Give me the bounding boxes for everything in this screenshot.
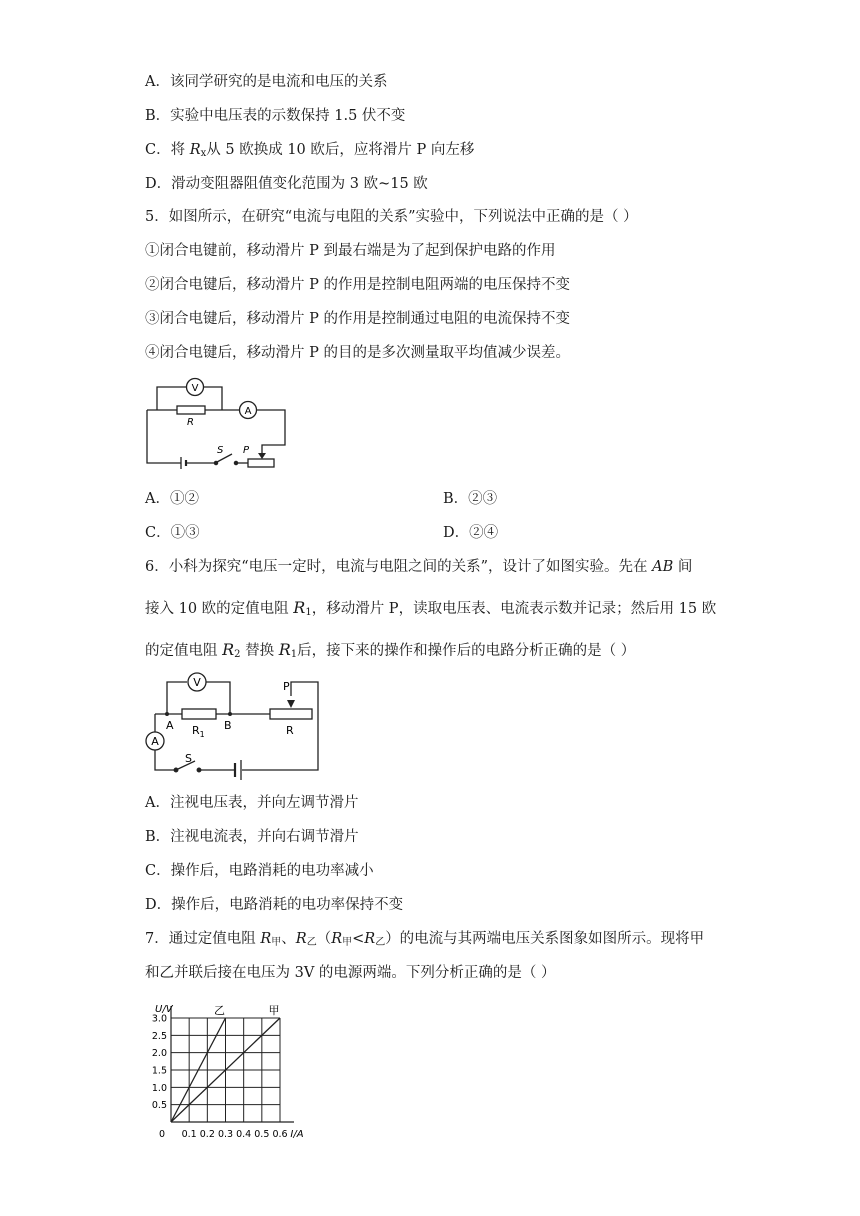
q7-l1-sub4: 乙 bbox=[375, 937, 386, 948]
q5-resistor-label: R bbox=[187, 417, 194, 428]
q6-option-b: B．注视电流表，并向右调节滑片 bbox=[145, 829, 359, 845]
chart-y-tick-label: 3.0 bbox=[151, 1013, 167, 1025]
q6-stem-line-1 bbox=[145, 557, 692, 577]
chart-y-tick-label: 0.5 bbox=[151, 1100, 167, 1112]
q7-l1-r2: R bbox=[295, 931, 307, 947]
q5-circuit-diagram bbox=[140, 375, 300, 475]
q7-l1-post: ）的电流与其两端电压关系图象如图所示。现将甲 bbox=[385, 931, 705, 947]
q5-option-c: C．①③ bbox=[145, 525, 200, 541]
q6-l2-pre: 接入 10 欧的定值电阻 bbox=[145, 601, 294, 617]
q6-l3-sub1: 1 bbox=[290, 649, 298, 660]
chart-y-axis-label: U/V bbox=[155, 1004, 173, 1015]
chart-x-tick-label: 0.6 bbox=[272, 1129, 288, 1140]
chart-x-axis-label: I/A bbox=[290, 1129, 304, 1140]
q6-slider-label: P bbox=[283, 680, 290, 693]
q5-ammeter-label: A bbox=[244, 406, 252, 417]
q4-option-c-r: R bbox=[189, 142, 201, 158]
q6-l3-mid: 替换 bbox=[240, 643, 279, 659]
q5-statement-1: ①闭合电键前，移动滑片 P 到最右端是为了起到保护电路的作用 bbox=[145, 243, 556, 259]
q7-ui-chart bbox=[140, 995, 320, 1140]
q6-circuit-diagram bbox=[144, 672, 324, 780]
q7-l1-sep: 、 bbox=[281, 931, 296, 947]
q6-point-b-label: B bbox=[224, 719, 232, 732]
q4-option-b: B．实验中电压表的示数保持 1.5 伏不变 bbox=[145, 108, 406, 124]
chart-y-tick-label: 1.5 bbox=[151, 1065, 167, 1077]
q4-option-c-pre: C．将 bbox=[145, 142, 190, 158]
q7-l1-lt: < bbox=[352, 931, 365, 947]
q6-r1-label bbox=[192, 724, 205, 739]
q7-l1-sub2: 乙 bbox=[306, 937, 317, 948]
q6-l1-post: 间 bbox=[673, 559, 693, 575]
chart-y-tick-label: 2.5 bbox=[151, 1030, 167, 1042]
q6-l3-post: 后，接下来的操作和操作后的电路分析正确的是（ ） bbox=[297, 643, 636, 659]
q6-l2-post: ，移动滑片 P，读取电压表、电流表示数并记录；然后用 15 欧 bbox=[311, 601, 717, 617]
q7-stem-line-1 bbox=[145, 929, 704, 953]
q6-l3-r2: R bbox=[222, 640, 235, 659]
chart-y-tick-label: 1.0 bbox=[151, 1082, 167, 1094]
q6-l2-sub: 1 bbox=[305, 607, 312, 618]
q7-l1-sub3: 甲 bbox=[342, 937, 353, 948]
q6-r1-letter: R bbox=[192, 724, 200, 737]
q5-option-b: B．②③ bbox=[443, 491, 498, 507]
q5-option-a: A．①② bbox=[145, 491, 199, 507]
q6-rheostat-label: R bbox=[286, 724, 294, 737]
q6-switch-label: S bbox=[185, 752, 192, 765]
q6-option-d: D．操作后，电路消耗的电功率保持不变 bbox=[145, 897, 404, 913]
q5-voltmeter-label: V bbox=[191, 383, 199, 394]
q6-l3-pre: 的定值电阻 bbox=[145, 643, 223, 659]
chart-x-tick-label: 0.4 bbox=[236, 1129, 252, 1140]
q6-l1-ab: AB bbox=[652, 559, 674, 575]
q4-option-c-sub: x bbox=[200, 148, 207, 159]
q4-option-c-post: 从 5 欧换成 10 欧后，应将滑片 P 向左移 bbox=[206, 142, 475, 158]
q5-switch-label: S bbox=[217, 445, 224, 456]
q4-option-d: D．滑动变阻器阻值变化范围为 3 欧~15 欧 bbox=[145, 176, 428, 192]
q6-l3-r1: R bbox=[278, 640, 291, 659]
q5-statement-3: ③闭合电键后，移动滑片 P 的作用是控制通过电阻的电流保持不变 bbox=[145, 311, 570, 327]
q5-statement-4: ④闭合电键后，移动滑片 P 的目的是多次测量取平均值减少误差。 bbox=[145, 345, 570, 361]
q6-option-c: C．操作后，电路消耗的电功率减小 bbox=[145, 863, 374, 879]
q7-l1-pre: 7．通过定值电阻 bbox=[145, 931, 261, 947]
q7-l1-paren: （ bbox=[316, 931, 332, 947]
q7-stem-line-2: 和乙并联后接在电压为 3V 的电源两端。下列分析正确的是（ ） bbox=[145, 965, 556, 981]
q5-option-d: D．②④ bbox=[443, 525, 499, 541]
q6-stem-line-2 bbox=[145, 598, 716, 623]
q6-voltmeter-label: V bbox=[193, 676, 201, 689]
q6-l3-sub2: 2 bbox=[234, 649, 241, 660]
chart-x-tick-label: 0.1 bbox=[181, 1129, 197, 1140]
q4-option-a: A．该同学研究的是电流和电压的关系 bbox=[145, 74, 388, 90]
q6-point-a-label: A bbox=[166, 719, 174, 732]
chart-series-label: 乙 bbox=[214, 1004, 225, 1017]
chart-y-tick-label: 2.0 bbox=[151, 1048, 167, 1060]
q6-l1-pre: 6．小科为探究“电压一定时，电流与电阻之间的关系”，设计了如图实验。先在 bbox=[145, 559, 653, 575]
chart-x-tick-label: 0.2 bbox=[199, 1129, 215, 1140]
q6-l2-r: R bbox=[293, 598, 306, 617]
chart-series-label: 甲 bbox=[268, 1004, 280, 1017]
q5-slider-label: P bbox=[243, 445, 250, 456]
q7-l1-r4: R bbox=[364, 931, 376, 947]
q5-stem: 5．如图所示，在研究“电流与电阻的关系”实验中，下列说法中正确的是（ ） bbox=[145, 209, 638, 225]
q6-stem-line-3 bbox=[145, 640, 635, 665]
q6-option-a: A．注视电压表，并向左调节滑片 bbox=[145, 795, 359, 811]
q7-l1-r1: R bbox=[260, 931, 272, 947]
q7-l1-r3: R bbox=[331, 931, 343, 947]
q4-option-c bbox=[145, 140, 474, 164]
q6-ammeter-label: A bbox=[151, 735, 159, 748]
chart-origin-label: 0 bbox=[158, 1129, 166, 1140]
q6-r1-sub: 1 bbox=[199, 730, 205, 739]
chart-x-tick-label: 0.5 bbox=[254, 1129, 270, 1140]
chart-x-tick-label: 0.3 bbox=[217, 1129, 234, 1140]
q5-statement-2: ②闭合电键后，移动滑片 P 的作用是控制电阻两端的电压保持不变 bbox=[145, 277, 570, 293]
q7-l1-sub1: 甲 bbox=[271, 937, 282, 948]
